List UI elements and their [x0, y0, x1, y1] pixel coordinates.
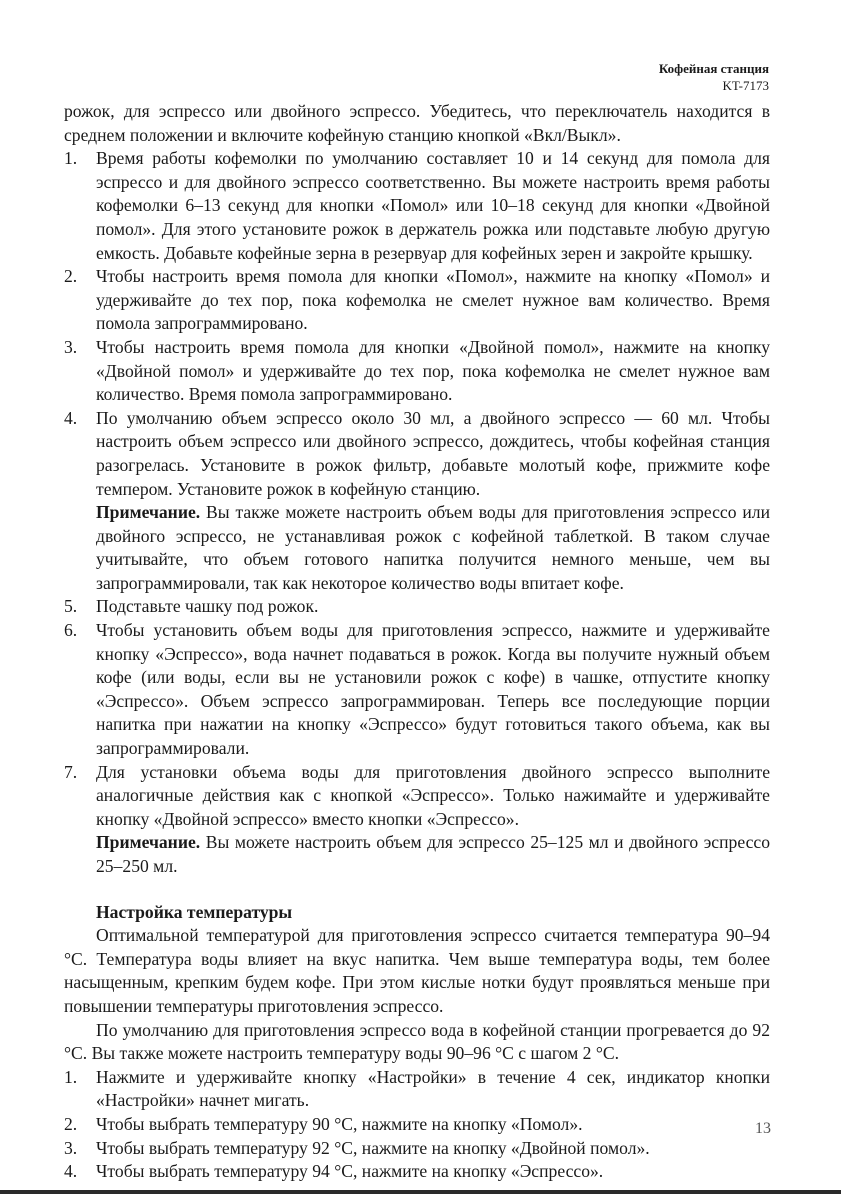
step-text: По умолчанию объем эспрессо около 30 мл, а двойного эспрессо — 60 мл. Чтобы настроить объем эспрессо или двойного эспрессо, дождитесь, чтобы кофейная станция разогрелась. Установите в рожок фильтр, добавьте молотый кофе, прижмите кофе темпером. Установите рожок в кофейную станцию. [96, 407, 770, 499]
step-number: 7. [64, 761, 78, 782]
list-item [64, 1160, 770, 1184]
header-model: KT-7173 [722, 78, 769, 93]
step-number: 4. [64, 407, 78, 428]
note-paragraph [96, 501, 770, 595]
list-item [64, 1066, 770, 1113]
list-item [64, 1113, 770, 1137]
step-number: 3. [64, 336, 78, 357]
page-number: 13 [755, 1120, 771, 1137]
step-number: 5. [64, 596, 78, 617]
step-text: Чтобы настроить время помола для кнопки «Помол», нажмите на кнопку «Помол» и удерживайте до тех пор, пока кофемолка не смелет нужное вам количество. Время помола запрограммировано. [96, 266, 770, 334]
step-text: Чтобы выбрать температуру 92 °C, нажмите на кнопку «Двойной помол». [96, 1137, 650, 1158]
running-header [659, 60, 769, 94]
step-text: Чтобы выбрать температуру 90 °C, нажмите на кнопку «Помол». [96, 1113, 583, 1134]
step-text: Чтобы настроить время помола для кнопки «Двойной помол», нажмите на кнопку «Двойной помол» и удерживайте до тех пор, пока кофемолка не смелет нужное вам количество. Время помола запрограммировано. [96, 336, 770, 405]
step-number: 3. [64, 1137, 78, 1158]
header-title: Кофейная станция [658, 61, 769, 76]
step-number: 1. [64, 1066, 78, 1087]
step-text: Нажмите и удерживайте кнопку «Настройки» в течение 4 сек, индикатор кнопки «Настройки» начнет мигать. [96, 1066, 770, 1111]
note-text: Вы можете настроить объем для эспрессо 25–125 мл и двойного эспрессо 25–250 мл. [96, 832, 770, 876]
note-label: Примечание. [96, 832, 201, 853]
section-title-temperature: Настройка температуры [96, 901, 293, 922]
intro-paragraph: рожок, для эспрессо или двойного эспрессо. Убедитесь, что переключатель находится в среднем положении и включите кофейную станцию кнопкой «Вкл/Выкл». [64, 101, 770, 145]
step-number: 2. [64, 1113, 78, 1134]
page-body [64, 100, 770, 1184]
step-number: 2. [64, 266, 78, 287]
note-label: Примечание. [96, 502, 201, 523]
note-paragraph [96, 831, 770, 878]
list-item [64, 761, 770, 879]
step-text: Чтобы выбрать температуру 94 °C, нажмите на кнопку «Эспрессо». [96, 1161, 604, 1182]
list-item [64, 595, 770, 619]
step-number: 4. [64, 1161, 78, 1182]
note-text: Вы также можете настроить объем воды для приготовления эспрессо или двойного эспрессо, не устанавливая рожок с кофейной таблеткой. В таком случае учитывайте, что объем готового напитка получится немного меньше, чем вы запрограммировали, так как некоторое количество воды впитает кофе. [96, 502, 770, 593]
step-text: Время работы кофемолки по умолчанию составляет 10 и 14 секунд для помола для эспрессо и для двойного эспрессо соответственно. Вы можете настроить время работы кофемолки 6–13 секунд для кнопки «Помол» или 10–18 секунд для кнопки «Двойной помол». Для этого установите рожок в держатель рожка или подставьте любую другую емкость. Добавьте кофейные зерна в резервуар для кофейных зерен и закройте крышку. [96, 148, 770, 263]
step-text: Подставьте чашку под рожок. [96, 596, 319, 617]
section-spacer [64, 879, 770, 901]
step-text: Чтобы установить объем воды для приготовления эспрессо, нажмите и удерживайте кнопку «Эспрессо», вода начнет подаваться в рожок. Когда вы получите нужный объем кофе (или воды, если вы не установили рожок с кофе) в чашке, отпустите кнопку «Эспрессо». Объем эспрессо запрограммирован. Теперь все последующие порции напитка при нажатии на кнопку «Эспрессо» будут готовиться такого объема, как вы запрограммировали. [96, 620, 770, 759]
step-number: 6. [64, 620, 78, 641]
list-item [64, 265, 770, 336]
bottom-edge-rule [0, 1190, 841, 1194]
step-number: 1. [64, 148, 78, 169]
list-item [64, 1137, 770, 1161]
list-item [64, 336, 770, 407]
temperature-paragraph-1: Оптимальной температурой для приготовления эспрессо считается температура 90–94 °C. Температура воды влияет на вкус напитка. Чем выше температура воды, тем более насыщенным, крепким будем кофе. При этом кислые нотки будут проявляться меньше при повышении температуры приготовления эспрессо. [64, 925, 770, 1016]
temperature-paragraph-2: По умолчанию для приготовления эспрессо вода в кофейной станции прогревается до 92 °C. Вы также можете настроить температуру воды 90–96 °C с шагом 2 °C. [64, 1019, 770, 1064]
step-text: Для установки объема воды для приготовления двойного эспрессо выполните аналогичные действия как с кнопкой «Эспрессо». Только нажимайте и удерживайте кнопку «Двойной эспрессо» вместо кнопки «Эспрессо». [96, 761, 770, 829]
list-item [64, 619, 770, 761]
grind-steps-list [64, 147, 770, 878]
temperature-steps-list [64, 1066, 770, 1184]
list-item [64, 147, 770, 265]
list-item [64, 407, 770, 596]
